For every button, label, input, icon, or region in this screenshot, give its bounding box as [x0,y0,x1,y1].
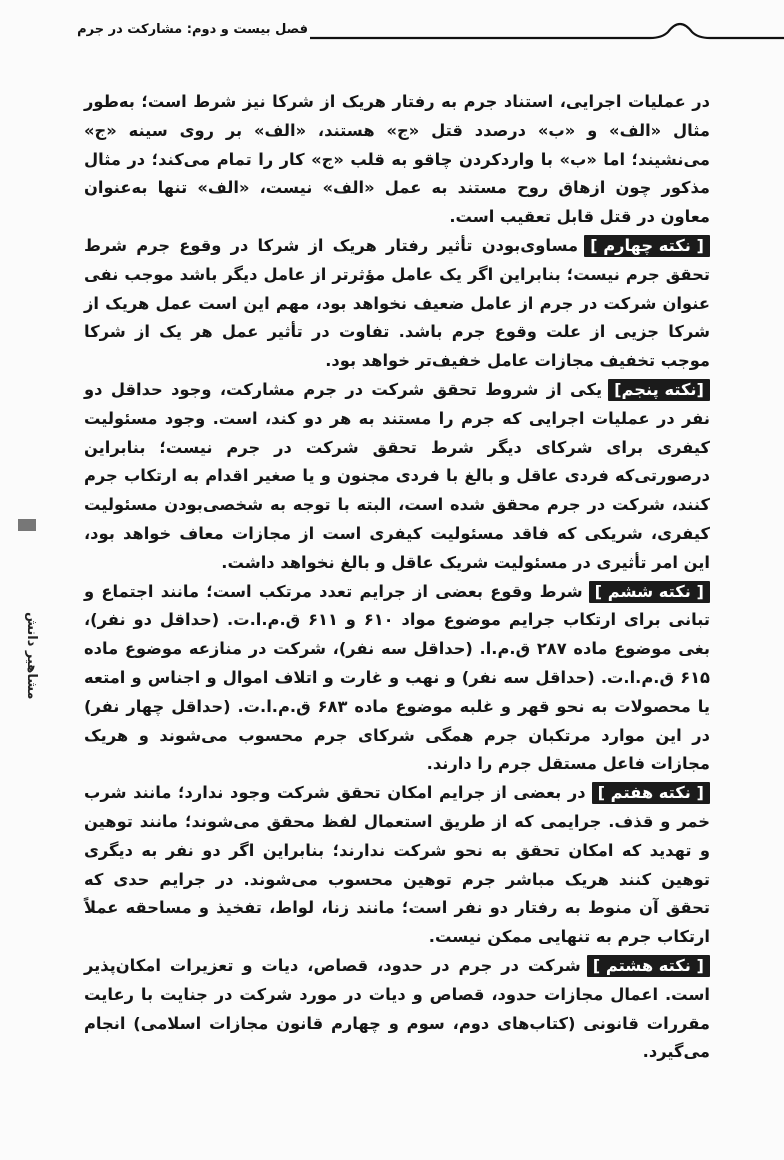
note-label-7: [ نکته هفتم ] [592,782,710,804]
note-text-5: یکی از شروط تحقق شرکت در جرم مشارکت، وجود حداقل دو نفر در عملیات اجرایی که جرم را مستند به هر دو کند، است. وجود مسئولیت کیفری برای شرکای دیگر شرط تحقق شرکت در جرم نیست؛ بنابراین درصورتی‌که فردی عاقل و بالغ با فردی مجنون و یا صغیر اقدام به ارتکاب جرم کنند، شرکت در جرم محقق شده است، البته با توجه به شخصی‌بودن مسئولیت کیفری، شریکی که فاقد مسئولیت کیفری است از مجازات معاف خواهد بود، این امر تأثیری در مسئولیت شریک عاقل و بالغ نخواهد داشت. [84,379,710,572]
running-book-title: مشاهیر دانش [24,611,39,699]
note-paragraph-4 [84,232,710,376]
main-text [84,88,710,1067]
note-paragraph-5 [84,376,710,578]
note-label-4: [ نکته چهارم ] [584,235,710,257]
note-paragraph-6 [84,578,710,780]
note-label-6: [ نکته ششم ] [589,581,710,603]
side-marker-block [18,519,36,531]
note-paragraph-7 [84,779,710,952]
note-label-5: [نکته پنجم] [608,379,710,401]
note-text-7: در بعضی از جرایم امکان تحقق شرکت وجود ندارد؛ مانند شرب خمر و قذف. جرایمی که از طریق استعمال لفظ محقق می‌شوند؛ مانند توهین و تهدید که امکان تحقق به نحو شرکت ندارند؛ بنابراین اگر دو نفر به دیگری توهین کنند هریک مباشر جرم توهین محسوب می‌شوند. در جرایم حدی که تحقق آن منوط به رفتار دو نفر است؛ مانند زنا، لواط، تفخیذ و مساحقه عملاً ارتکاب جرم به تنهایی ممکن نیست. [84,783,710,947]
note-text-6: شرط وقوع بعضی از جرایم تعدد مرتکب است؛ مانند اجتماع و تبانی برای ارتکاب جرایم موضوع مواد ۶۱۰ و ۶۱۱ ق.م.ا.ت. (حداقل دو نفر)، بغی موضوع ماده ۲۸۷ ق.م.ا. (حداقل سه نفر)، شرکت در منازعه موضوع ماده ۶۱۵ ق.م.ا.ت. (حداقل سه نفر) و نهب و غارت و اتلاف اموال و اجناس و امتعه یا محصولات به نحو قهر و غلبه موضوع ماده ۶۸۳ ق.م.ا.ت. (حداقل چهار نفر) در این موارد مرتکبان جرم همگی شرکای جرم محسوب می‌شوند و هریک مجازات فاعل مستقل جرم را دارند. [84,581,711,774]
header-rule-ornament [310,20,784,50]
note-text-8: شرکت در جرم در حدود، قصاص، دیات و تعزیرات امکان‌پذیر است. اعمال مجازات حدود، قصاص و دیات در مورد شرکت در جنایت با رعایت مقررات قانونی (کتاب‌های دوم، سوم و چهارم قانون مجازات اسلامی) انجام می‌گیرد. [84,955,710,1062]
intro-paragraph: در عملیات اجرایی، استناد جرم به رفتار هریک از شرکا نیز شرط است؛ به‌طور مثال «الف» و «ب» درصدد قتل «ج» هستند، «الف» بر روی سینه «ج» می‌نشیند؛ اما «ب» با واردکردن چاقو به قلب «ج» کار را تمام می‌کند؛ در مثال مذکور چون ازهاق روح مستند به عمل «الف» نیست، «الف» تنها به‌عنوان معاون در قتل قابل تعقیب است. [84,92,710,227]
chapter-title: فصل بیست و دوم: مشارکت در جرم [77,22,308,37]
note-text-4: مساوی‌بودن تأثیر رفتار هریک از شرکا در وقوع جرم شرط تحقق جرم نیست؛ بنابراین اگر یک عامل مؤثرتر از عامل دیگر باشد موجب نفی عنوان شرکت در جرم از عامل ضعیف نخواهد بود، مهم این است عمل هریک از شرکا جزیی از علت وقوع جرم باشد. تفاوت در تأثیر عمل هر یک از شرکا موجب تخفیف مجازات عامل خفیف‌تر خواهد بود. [84,235,710,371]
note-label-8: [ نکته هشتم ] [587,955,710,977]
note-paragraph-8 [84,952,710,1067]
